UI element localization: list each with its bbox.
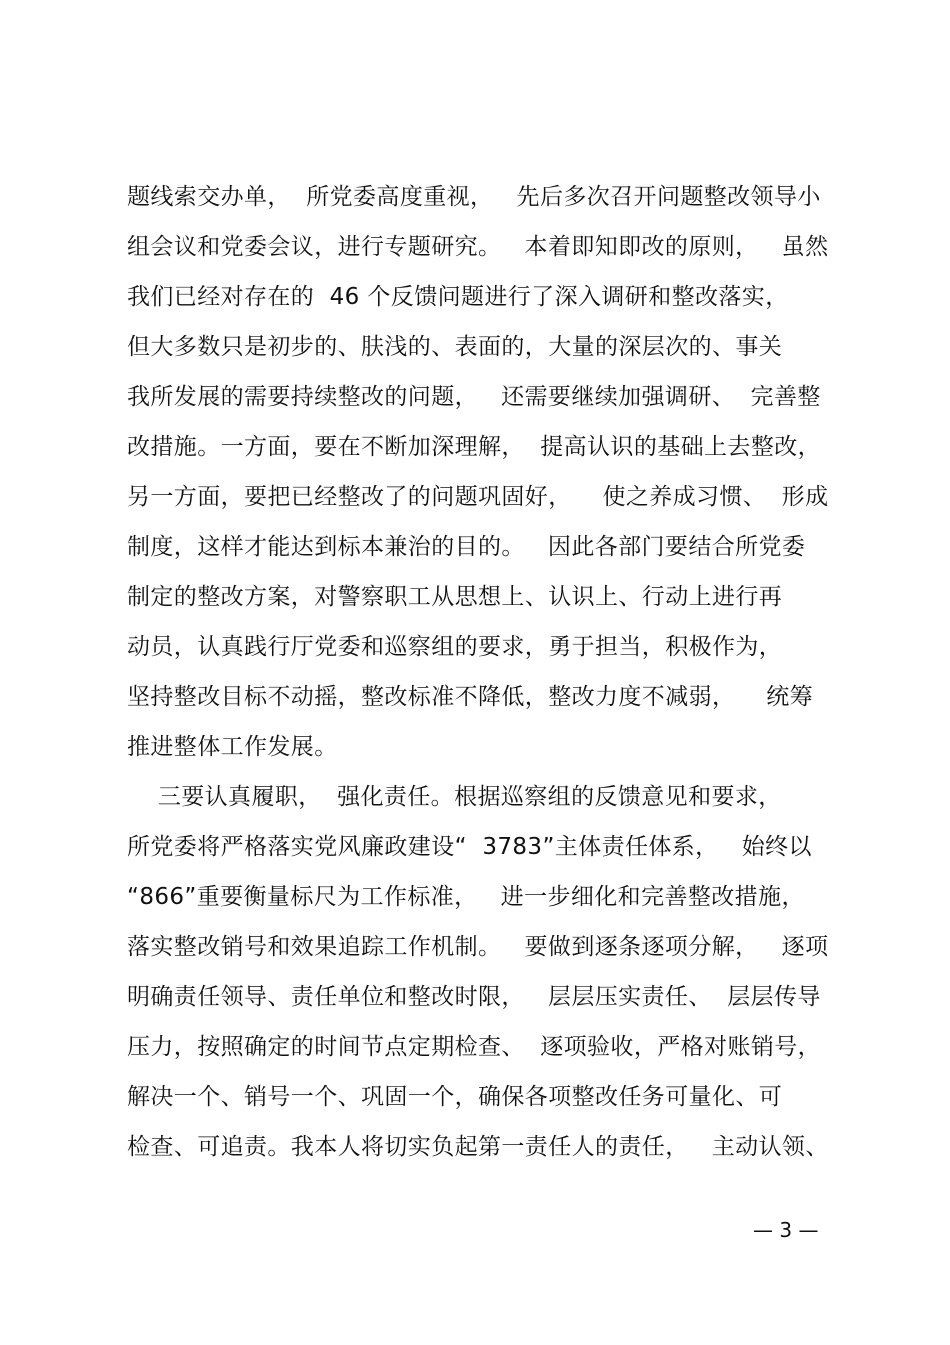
text-line: “866”重要衡量标尺为工作标准， 进一步细化和完善整改措施， — [127, 884, 805, 910]
text-line: 明确责任领导、责任单位和整改时限， 层层压实责任、 层层传导 — [127, 984, 821, 1010]
text-line: 坚持整改目标不动摇，整改标准不降低，整改力度不减弱， 统筹 — [127, 684, 814, 710]
text-line: 另一方面，要把已经整改了的问题巩固好， 使之养成习惯、 形成 — [127, 484, 829, 510]
text-line: 但大多数只是初步的、肤浅的、表面的，大量的深层次的、事关 — [127, 334, 783, 360]
text-line: 我们已经对存在的 46 个反馈问题进行了深入调研和整改落实， — [127, 284, 789, 310]
page-number: — 3 — — [753, 1218, 819, 1242]
text-line: 改措施。一方面，要在不断加深理解， 提高认识的基础上去整改， — [127, 434, 822, 460]
text-line: 压力，按照确定的时间节点定期检查、 逐项验收，严格对账销号， — [127, 1034, 822, 1060]
text-line: 落实整改销号和效果追踪工作机制。 要做到逐条逐项分解， 逐项 — [127, 934, 829, 960]
text-line: 制定的整改方案，对警察职工从思想上、认识上、行动上进行再 — [127, 584, 783, 610]
text-line: 组会议和党委会议，进行专题研究。 本着即知即改的原则， 虽然 — [127, 234, 829, 260]
body-text — [127, 172, 837, 1172]
text-line: 动员，认真践行厅党委和巡察组的要求，勇于担当，积极作为， — [127, 634, 783, 660]
text-line: 三要认真履职， 强化责任。根据巡察组的反馈意见和要求， — [127, 784, 782, 810]
text-line: 推进整体工作发展。 — [127, 734, 338, 760]
text-line: 所党委将严格落实党风廉政建设“ 3783”主体责任体系， 始终以 — [127, 834, 812, 860]
text-line: 制度，这样才能达到标本兼治的目的。 因此各部门要结合所党委 — [127, 534, 806, 560]
text-line: 解决一个、销号一个、巩固一个，确保各项整改任务可量化、可 — [127, 1084, 783, 1110]
text-line: 题线索交办单， 所党委高度重视， 先后多次召开问题整改领导小 — [127, 184, 821, 210]
text-line: 检查、可追责。我本人将切实负起第一责任人的责任， 主动认领、 — [127, 1134, 829, 1160]
text-line: 我所发展的需要持续整改的问题， 还需要继续加强调研、 完善整 — [127, 384, 821, 410]
